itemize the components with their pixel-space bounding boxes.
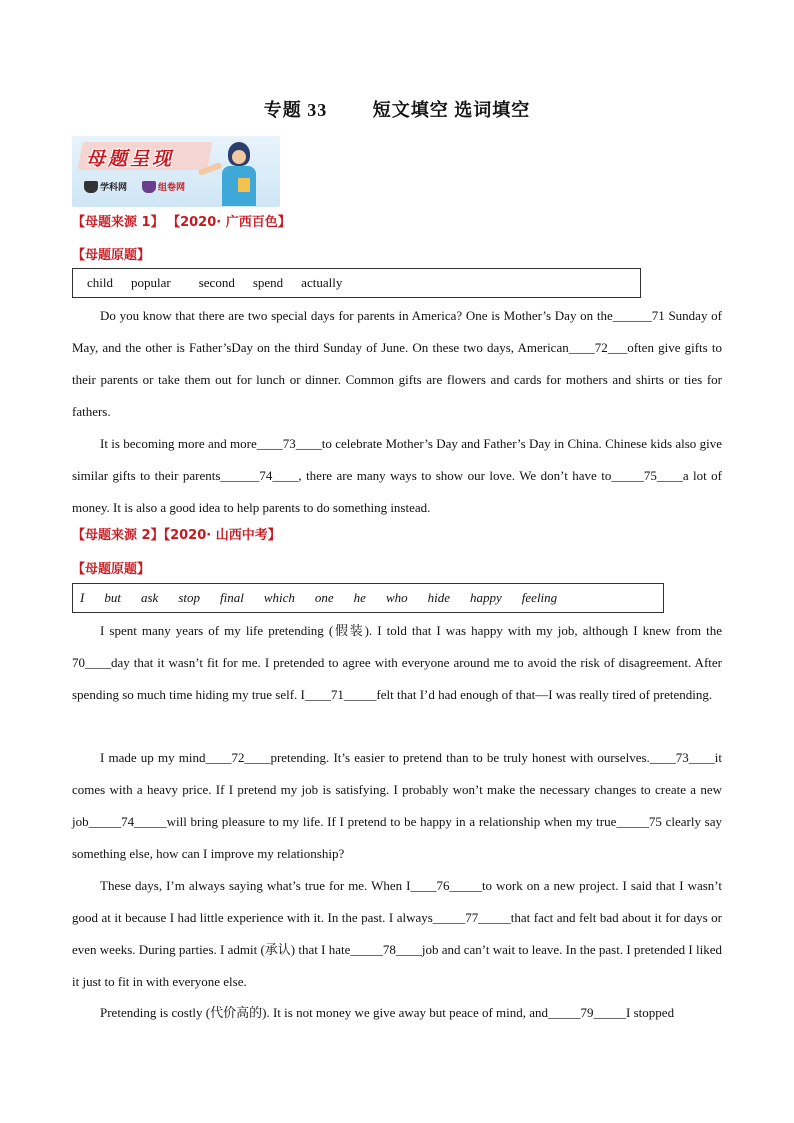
word-box-item: stop	[178, 590, 200, 605]
source-1-year: 【2020· 广西百色】	[173, 215, 291, 230]
banner-title: 母题呈现	[86, 148, 175, 170]
source-1-heading	[72, 211, 291, 230]
passage-1-paragraph-2: It is becoming more and more____73____to celebrate Mother’s Day and Father’s Day in China. Chinese kids also give similar gifts to their parents______74____, there are many ways to show our love. We don’t have to_____75____a lot of money. It is also a good idea to help parents to do something instead.	[72, 436, 722, 515]
word-box-item: popular	[131, 275, 171, 290]
word-box-item: which	[263, 590, 295, 605]
topic-number: 专题 33	[263, 100, 328, 120]
word-box-item: ask	[140, 590, 159, 605]
word-box-item: hide	[427, 590, 451, 605]
graduate-cap-icon	[84, 181, 98, 193]
passage-2-paragraph-4: Pretending is costly (代价高的). It is not money we give away but peace of mind, and_____79_____I stopped	[100, 1005, 675, 1020]
page-title	[0, 96, 794, 122]
word-box-item: actually	[301, 275, 343, 290]
word-box-2	[72, 583, 664, 613]
origin-2-heading: 【母题原题】	[72, 562, 151, 577]
word-box-item: I	[80, 590, 85, 605]
graduate-cap-icon	[142, 181, 156, 193]
passage-2-paragraph-3: These days, I’m always saying what’s true for me. When I____76_____to work on a new project. I said that I wasn’t good at it because I had little experience with it. In the past. I always_____77_____that fact and felt bad about it for days or even weeks. During parties. I admit (承认) that I hate_____78____job and can’t wait to leave. In the past. I pretended I liked it just to fit in with everyone else.	[72, 878, 722, 989]
word-box-item: final	[219, 590, 244, 605]
word-box-item: who	[385, 590, 408, 605]
teacher-illustration-icon	[216, 140, 262, 206]
word-box-item: one	[314, 590, 334, 605]
word-box-item: feeling	[521, 590, 558, 605]
zujuanwang-logo: 组卷网	[142, 180, 185, 193]
word-box-item: happy	[470, 590, 502, 605]
word-box-item: second	[198, 275, 235, 290]
source-1-label: 【母题来源 1】	[72, 215, 164, 230]
source-2-heading	[72, 524, 281, 543]
origin-1-heading: 【母题原题】	[72, 248, 151, 263]
passage-1-paragraph-1: Do you know that there are two special days for parents in America? One is Mother’s Day on the______71 Sunday of May, and the other is Father’sDay on the third Sunday of June. On these two days, American____72___often give gifts to their parents or take them out for lunch or dinner. Common gifts are flowers and cards for mothers and shirts or ties for fathers.	[72, 308, 722, 419]
word-box-item: he	[353, 590, 366, 605]
word-box-item: child	[87, 275, 113, 290]
word-box-1	[72, 268, 641, 298]
word-box-item: but	[104, 590, 121, 605]
passage-2-paragraph-1: I spent many years of my life pretending (假装). I told that I was happy with my job, although I knew from the 70____day that it wasn’t fit for me. I pretended to agree with everyone around me to avoid the risk of disagreement. After spending so much time hiding my true self. I____71_____felt that I’d had enough of that—I was really tired of pretending.	[72, 623, 722, 702]
passage-2-paragraph-2: I made up my mind____72____pretending. It’s easier to pretend than to be truly honest with ourselves.____73____it comes with a heavy price. If I pretend my job is satisfying. I probably won’t make the necessary changes to create a new job_____74_____will bring pleasure to my life. If I pretend to be happy in a relationship when my true_____75 clearly say something else, how can I improve my relationship?	[72, 750, 722, 861]
source-2-year: 【2020· 山西中考】	[163, 528, 281, 543]
xuekewang-logo: 学科网	[84, 180, 127, 193]
source-2-label: 【母题来源 2】	[72, 528, 164, 543]
topic-name: 短文填空 选词填空	[372, 100, 531, 120]
banner-image	[72, 136, 280, 207]
word-box-item: spend	[252, 275, 284, 290]
